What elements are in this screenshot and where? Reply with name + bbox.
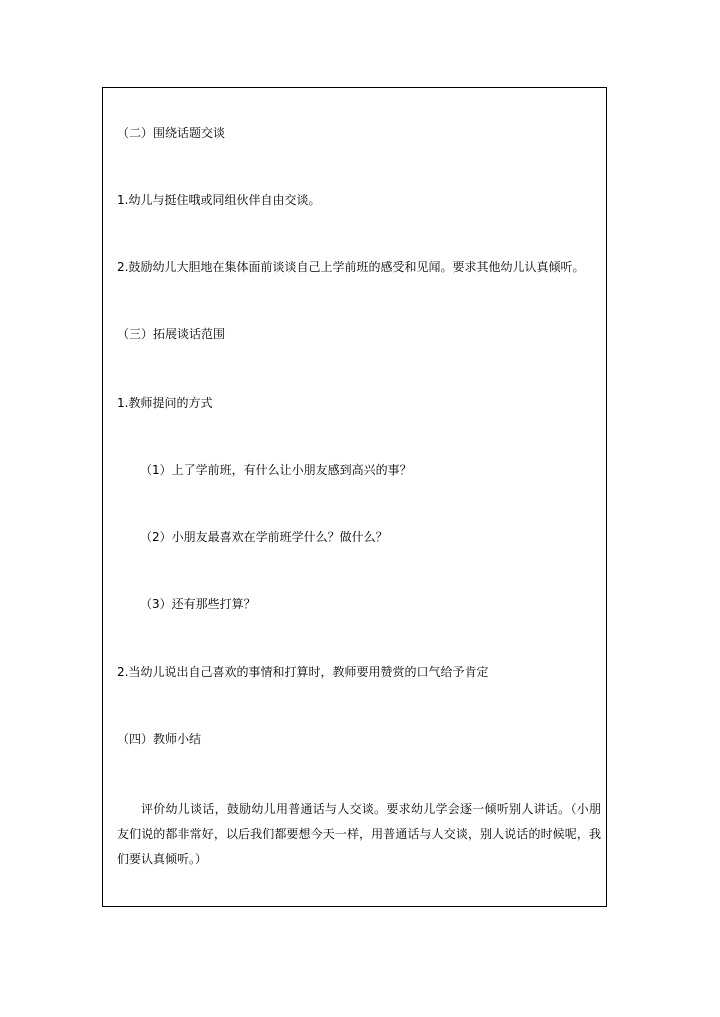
section-3-item-2: 2.当幼儿说出自己喜欢的事情和打算时，教师要用赞赏的口气给予肯定 [117, 665, 489, 679]
section-2-item-2: 2.鼓励幼儿大胆地在集体面前谈谈自己上学前班的感受和见闻。要求其他幼儿认真倾听。 [117, 260, 585, 274]
section-2-item-1: 1.幼儿与挺住哦或同组伙伴自由交谈。 [117, 193, 321, 207]
section-3-question-3: （3）还有那些打算？ [140, 597, 256, 611]
section-3-question-2: （2）小朋友最喜欢在学前班学什么？做什么？ [140, 530, 388, 544]
section-heading-4: （四）教师小结 [117, 732, 202, 746]
section-4-paragraph: 评价幼儿谈话，鼓励幼儿用普通话与人交谈。要求幼儿学会逐一倾听别人讲话。（小朋友们说的都非常好，以后我们都要想今天一样，用普通话与人交谈，别人说话的时候呢，我们要认真倾听。） [117, 802, 601, 866]
section-heading-2: （二）围绕话题交谈 [117, 126, 226, 140]
section-3-question-1: （1）上了学前班，有什么让小朋友感到高兴的事？ [140, 463, 412, 477]
document-frame [102, 87, 607, 907]
section-3-item-1: 1.教师提问的方式 [117, 396, 213, 410]
section-heading-3: （三）拓展谈话范围 [117, 327, 226, 341]
